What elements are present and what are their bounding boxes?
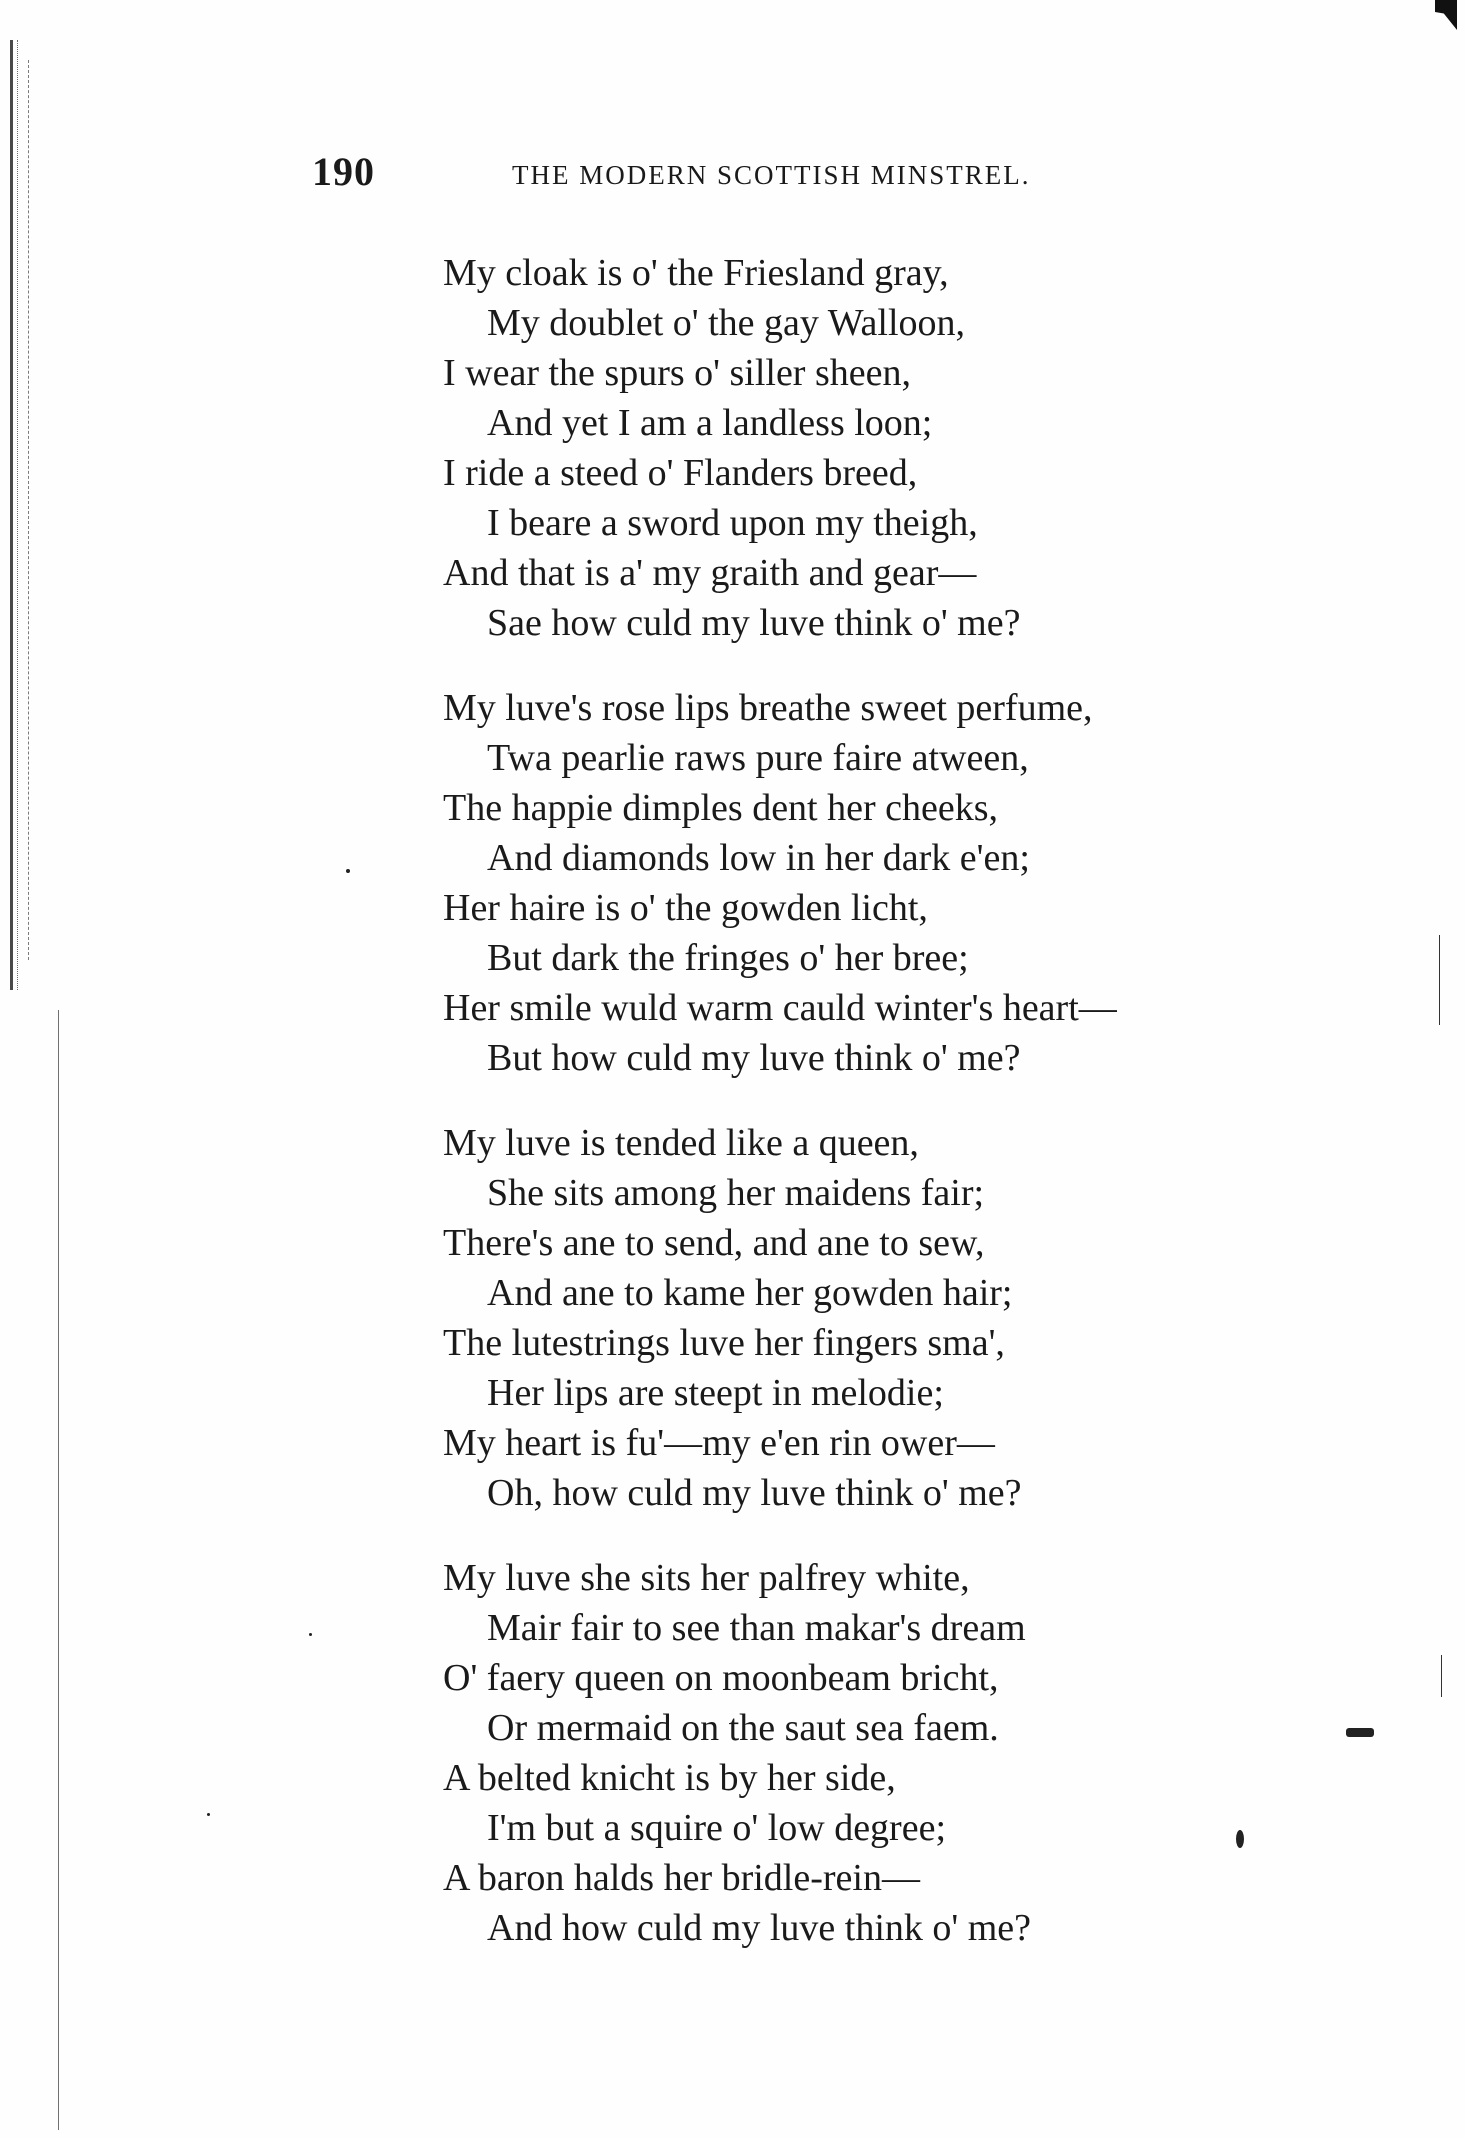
poem-line: And yet I am a landless loon; — [487, 402, 933, 444]
poem-line: And how culd my luve think o' me? — [487, 1907, 1032, 1949]
right-margin-mark — [1439, 935, 1440, 1025]
corner-scan-mark — [1435, 0, 1457, 30]
stanza-1 — [443, 248, 1343, 648]
poem-line: Mair fair to see than makar's dream — [487, 1607, 1026, 1649]
poem-line: My doublet o' the gay Walloon, — [487, 302, 966, 344]
poem-line: She sits among her maidens fair; — [487, 1172, 985, 1214]
ink-dot — [309, 1633, 312, 1636]
poem-line: My heart is fu'—my e'en rin ower— — [443, 1422, 995, 1464]
poem-line: Or mermaid on the saut sea faem. — [487, 1707, 999, 1749]
poem-line: But dark the fringes o' her bree; — [487, 937, 969, 979]
poem-line: I ride a steed o' Flanders breed, — [443, 452, 918, 494]
poem-line: Her smile wuld warm cauld winter's heart— — [443, 987, 1117, 1029]
poem-line: There's ane to send, and ane to sew, — [443, 1222, 985, 1264]
poem-line: Oh, how culd my luve think o' me? — [487, 1472, 1022, 1514]
poem-line: A belted knicht is by her side, — [443, 1757, 896, 1799]
poem-line: I wear the spurs o' siller sheen, — [443, 352, 911, 394]
poem-line: Twa pearlie raws pure faire atween, — [487, 737, 1029, 779]
poem-line: And ane to kame her gowden hair; — [487, 1272, 1013, 1314]
poem-line: My luve is tended like a queen, — [443, 1122, 919, 1164]
poem-line: A baron halds her bridle-rein— — [443, 1857, 920, 1899]
poem-line: I'm but a squire o' low degree; — [487, 1807, 947, 1849]
stanza-3 — [443, 1118, 1343, 1518]
poem-line: The happie dimples dent her cheeks, — [443, 787, 999, 829]
poem-line: The lutestrings luve her fingers sma', — [443, 1322, 1005, 1364]
poem-line: But how culd my luve think o' me? — [487, 1037, 1021, 1079]
page-gutter-line — [58, 1010, 61, 2130]
ink-smudge — [1346, 1728, 1374, 1737]
poem-line: My luve's rose lips breathe sweet perfume, — [443, 687, 1093, 729]
poem-line: And that is a' my graith and gear— — [443, 552, 977, 594]
poem-body — [443, 248, 1343, 1988]
poem-line: Her lips are steept in melodie; — [487, 1372, 944, 1414]
page-number: 190 — [312, 149, 375, 194]
poem-line: And diamonds low in her dark e'en; — [487, 837, 1030, 879]
stanza-4 — [443, 1553, 1343, 1953]
poem-line: My luve she sits her palfrey white, — [443, 1557, 970, 1599]
poem-line: Sae how culd my luve think o' me? — [487, 602, 1021, 644]
stanza-2 — [443, 683, 1343, 1083]
poem-line: O' faery queen on moonbeam bricht, — [443, 1657, 999, 1699]
ink-dot — [346, 869, 350, 873]
page-header — [0, 148, 1465, 198]
ink-dot — [207, 1813, 210, 1816]
poem-line: Her haire is o' the gowden licht, — [443, 887, 928, 929]
running-head: THE MODERN SCOTTISH MINSTREL. — [512, 160, 1031, 190]
poem-line: I beare a sword upon my theigh, — [487, 502, 978, 544]
right-margin-mark — [1441, 1655, 1442, 1697]
poem-line: My cloak is o' the Friesland gray, — [443, 252, 949, 294]
